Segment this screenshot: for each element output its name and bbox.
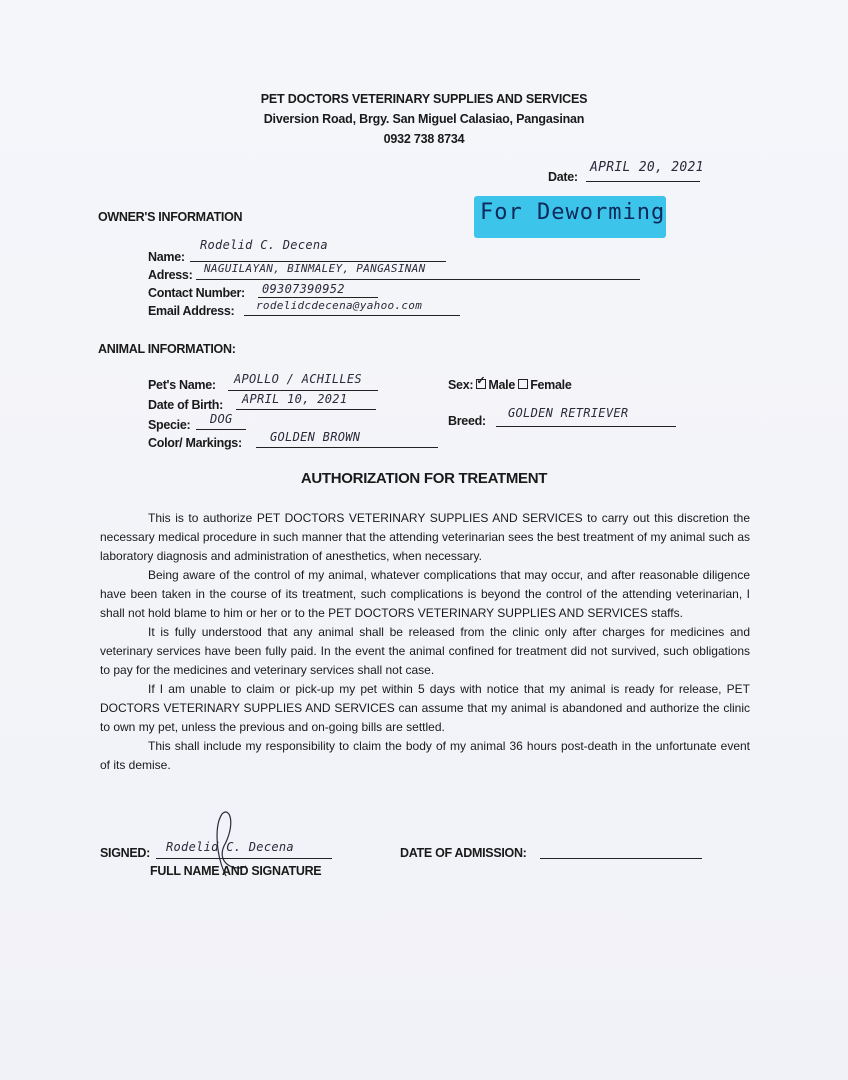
contact-label: Contact Number: [148, 286, 245, 300]
authorization-title: AUTHORIZATION FOR TREATMENT [300, 470, 548, 487]
dob-line [236, 409, 376, 410]
sex-male-checkbox[interactable] [476, 379, 486, 389]
specie-label: Specie: [148, 418, 191, 432]
email-label: Email Address: [148, 304, 235, 318]
company-phone: 0932 738 8734 [383, 132, 465, 146]
admission-label: DATE OF ADMISSION: [400, 846, 527, 860]
owner-address-value: NAGUILAYAN, BINMALEY, PANGASINAN [204, 262, 426, 275]
signed-label: SIGNED: [100, 846, 150, 860]
paragraph-2: Being aware of the control of my animal, whatever complications that may occur, and after reasonable diligence have been taken in the course of its treatment, such complications is beyond the control of the attending veterinarian, I shall not hold blame to him or her or to the PET DOCTORS VETERINARY SUPPLIES AND SERVICES staffs. [100, 568, 750, 620]
owner-heading: OWNER'S INFORMATION [98, 210, 243, 224]
paragraph-4: If I am unable to claim or pick-up my pet within 5 days with notice that my animal is ready for release, PET DOCTORS VETERINARY SUPPLIES AND SERVICES can assume that my animal is abandoned and authorize the clinic to own my pet, unless the previous and on-going bills are settled. [100, 682, 750, 734]
signed-value: Rodelid C. Decena [166, 840, 294, 854]
pet-name-value: APOLLO / ACHILLES [234, 372, 362, 386]
email-value: rodelidcdecena@yahoo.com [256, 299, 423, 312]
company-address: Diversion Road, Brgy. San Miguel Calasiao, Pangasinan [263, 112, 585, 126]
signature-caption: FULL NAME AND SIGNATURE [150, 864, 322, 878]
owner-name-value: Rodelid C. Decena [200, 238, 328, 252]
sex-female-label: Female [530, 378, 572, 392]
admission-line[interactable] [540, 858, 702, 859]
breed-label: Breed: [448, 414, 486, 428]
date-value: APRIL 20, 2021 [590, 160, 704, 175]
note-text: For Deworming [480, 200, 666, 225]
pet-name-line [228, 390, 378, 391]
date-label: Date: [548, 170, 578, 184]
email-line [244, 315, 460, 316]
paragraph-1: This is to authorize PET DOCTORS VETERINARY SUPPLIES AND SERVICES to carry out this discretion the necessary medical procedure in such manner that the attending veterinarian sees the best treatment of my animal such as laboratory diagnosis and administration of anesthetics, when necessary. [100, 511, 750, 563]
paragraph-3: It is fully understood that any animal shall be released from the clinic only after charges for medicines and veterinary services have been fully paid. In the event the animal confined for treatment did not survived, such obligations to pay for the medicines and veterinary services shall not case. [100, 625, 750, 677]
dob-value: APRIL 10, 2021 [242, 392, 348, 406]
color-line [256, 447, 438, 448]
breed-value: GOLDEN RETRIEVER [508, 406, 629, 420]
owner-address-label: Adress: [148, 268, 193, 282]
color-label: Color/ Markings: [148, 436, 242, 450]
sex-label: Sex: [448, 378, 474, 392]
owner-address-line [196, 279, 640, 280]
authorization-body [100, 509, 750, 775]
specie-line [196, 429, 246, 430]
date-line [586, 181, 700, 182]
pet-name-label: Pet's Name: [148, 378, 216, 392]
owner-name-label: Name: [148, 250, 185, 264]
contact-line [258, 297, 378, 298]
breed-line [496, 426, 676, 427]
sex-female-checkbox[interactable] [518, 379, 528, 389]
sex-male-label: Male [488, 378, 515, 392]
specie-value: DOG [210, 412, 233, 426]
contact-value: 09307390952 [262, 282, 345, 296]
animal-heading: ANIMAL INFORMATION: [98, 342, 236, 356]
paragraph-5: This shall include my responsibility to claim the body of my animal 36 hours post-death in the unfortunate event of its demise. [100, 739, 750, 772]
color-value: GOLDEN BROWN [270, 430, 361, 444]
dob-label: Date of Birth: [148, 398, 223, 412]
sex-field [448, 378, 571, 392]
company-name: PET DOCTORS VETERINARY SUPPLIES AND SERVICES [260, 92, 588, 106]
